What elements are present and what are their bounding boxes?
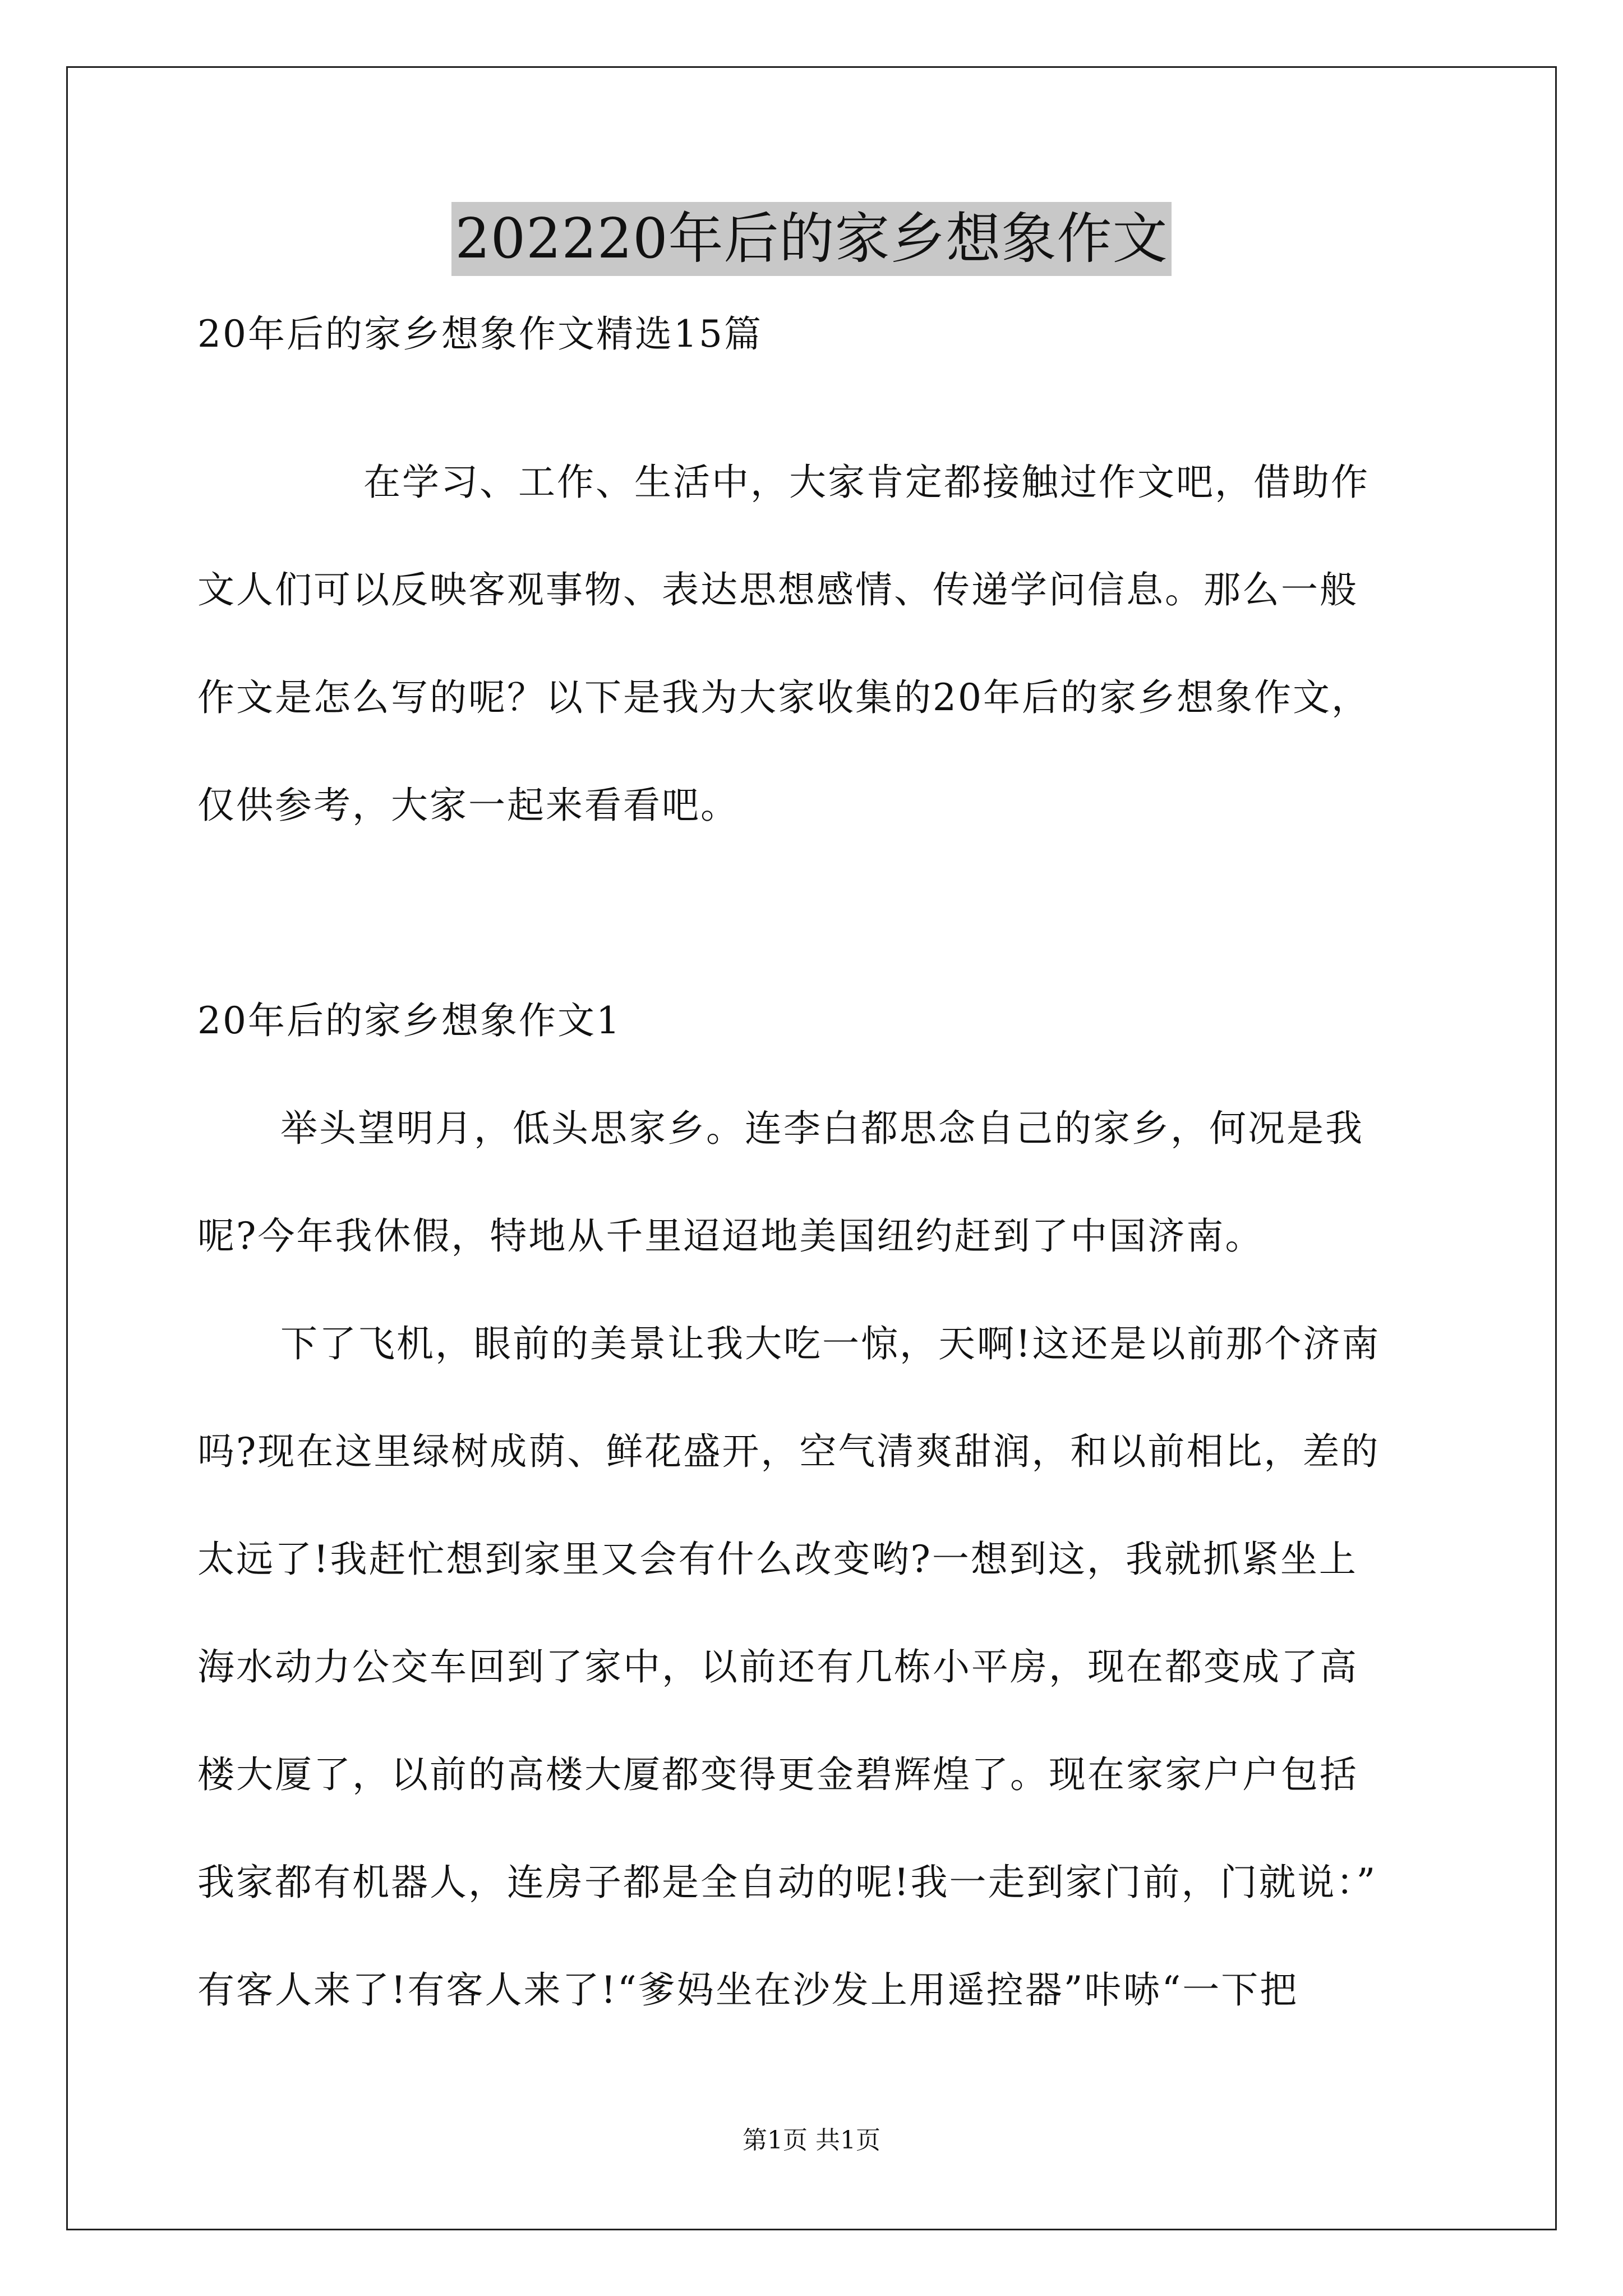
paragraph-line: 我家都有机器人，连房子都是全自动的呢!我一走到家门前，门就说：”: [197, 1861, 1377, 1904]
title-wrap: [0, 202, 1623, 276]
paragraph-line: 吗?现在这里绿树成荫、鲜花盛开，空气清爽甜润，和以前相比，差的: [197, 1430, 1380, 1473]
paragraph-line: 下了飞机，眼前的美景让我大吃一惊，天啊!这还是以前那个济南: [280, 1322, 1381, 1365]
paragraph-line: 有客人来了!有客人来了!“爹妈坐在沙发上用遥控器”咔哧“一下把: [197, 1968, 1299, 2012]
intro-line: 文人们可以反映客观事物、表达思想感情、传递学问信息。那么一般: [197, 568, 1358, 611]
section-heading: 20年后的家乡想象作文1: [197, 999, 621, 1042]
page-footer: 第1页 共1页: [743, 2126, 880, 2155]
paragraph-line: 楼大厦了，以前的高楼大厦都变得更金碧辉煌了。现在家家户户包括: [197, 1753, 1358, 1796]
paragraph-line: 海水动力公交车回到了家中，以前还有几栋小平房，现在都变成了高: [197, 1645, 1358, 1688]
paragraph-line: 呢?今年我休假，特地从千里迢迢地美国纽约赶到了中国济南。: [197, 1214, 1264, 1258]
paragraph-line: 举头望明月，低头思家乡。连李白都思念自己的家乡，何况是我: [280, 1107, 1364, 1150]
intro-line: 在学习、工作、生活中，大家肯定都接触过作文吧，借助作: [363, 461, 1370, 504]
paragraph-line: 太远了!我赶忙想到家里又会有什么改变哟?一想到这，我就抓紧坐上: [197, 1538, 1358, 1581]
document-subtitle: 20年后的家乡想象作文精选15篇: [197, 312, 763, 356]
intro-line: 仅供参考，大家一起来看看吧。: [197, 784, 739, 827]
intro-line: 作文是怎么写的呢？以下是我为大家收集的20年后的家乡想象作文，: [197, 676, 1370, 719]
document-title: 202220年后的家乡想象作文: [451, 202, 1171, 276]
